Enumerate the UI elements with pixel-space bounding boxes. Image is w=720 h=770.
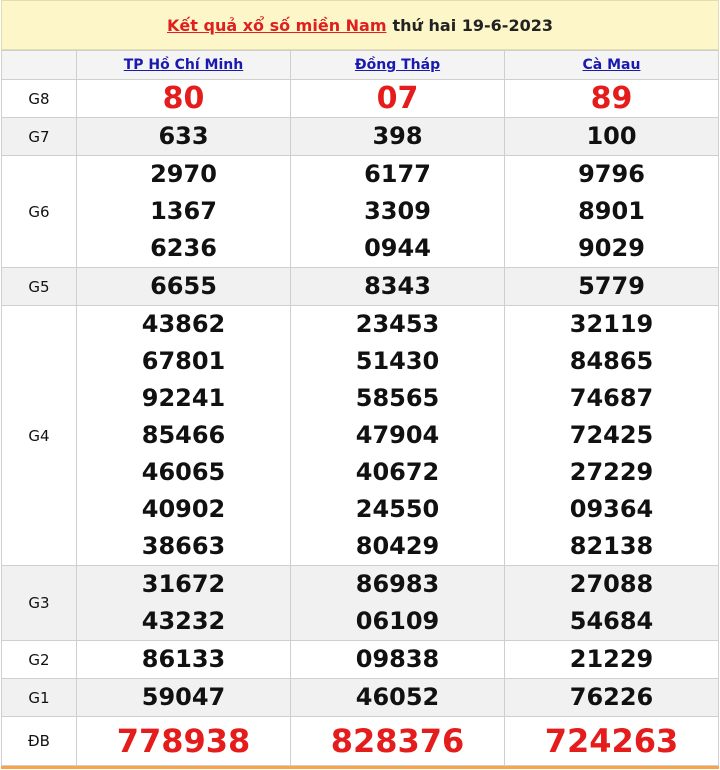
prize-number: 09364 <box>569 495 654 523</box>
results-container <box>1 0 719 766</box>
prize-number: 54684 <box>569 607 654 635</box>
prize-cell <box>77 118 291 156</box>
prize-label: ĐB <box>2 717 77 766</box>
title-date: thứ hai 19-6-2023 <box>392 15 553 35</box>
prize-number: 23453 <box>355 310 440 338</box>
prize-row-g5 <box>2 268 719 306</box>
prize-number: 9796 <box>578 160 645 188</box>
prize-cell <box>77 268 291 306</box>
prize-row-g6 <box>2 156 719 268</box>
prize-cell <box>505 118 719 156</box>
province-header <box>77 51 291 80</box>
prize-number: 09838 <box>355 645 440 673</box>
prize-label: G3 <box>2 566 77 641</box>
prize-number: 92241 <box>141 384 226 412</box>
prize-cell <box>291 156 505 268</box>
prize-number: 1367 <box>150 197 217 225</box>
page-title <box>1 0 719 50</box>
prize-cell <box>505 80 719 118</box>
prize-label: G6 <box>2 156 77 268</box>
prize-number: 72425 <box>569 421 654 449</box>
prize-number: 27088 <box>569 570 654 598</box>
prize-number: 398 <box>372 122 423 150</box>
prize-number: 3309 <box>364 197 431 225</box>
prize-number: 80429 <box>355 532 440 560</box>
prize-number: 82138 <box>569 532 654 560</box>
prize-number: 24550 <box>355 495 440 523</box>
prize-label: G4 <box>2 306 77 566</box>
prize-number: 9029 <box>578 234 645 262</box>
prize-number: 58565 <box>355 384 440 412</box>
prize-cell <box>505 268 719 306</box>
prize-number: 84865 <box>569 347 654 375</box>
title-link[interactable]: Kết quả xổ số miền Nam <box>167 15 387 35</box>
prize-number: 86983 <box>355 570 440 598</box>
prize-number: 46065 <box>141 458 226 486</box>
prize-row-g7 <box>2 118 719 156</box>
prize-number: 2970 <box>150 160 217 188</box>
prize-number: 86133 <box>141 645 226 673</box>
prize-cell <box>77 717 291 766</box>
prize-number: 89 <box>590 81 633 116</box>
prize-row-g1 <box>2 679 719 717</box>
prize-row-g8 <box>2 80 719 118</box>
prize-cell <box>505 156 719 268</box>
province-header <box>505 51 719 80</box>
bottom-divider <box>1 766 719 769</box>
prize-row-đb <box>2 717 719 766</box>
prize-number: 74687 <box>569 384 654 412</box>
prize-cell <box>291 268 505 306</box>
prize-cell <box>77 80 291 118</box>
prize-number: 0944 <box>364 234 431 262</box>
prize-cell <box>77 306 291 566</box>
province-header <box>291 51 505 80</box>
prize-number: 85466 <box>141 421 226 449</box>
prize-row-g3 <box>2 566 719 641</box>
prize-cell <box>505 717 719 766</box>
prize-number: 46052 <box>355 683 440 711</box>
prize-cell <box>291 679 505 717</box>
prize-number: 724263 <box>544 722 679 760</box>
prize-cell <box>505 641 719 679</box>
prize-number: 67801 <box>141 347 226 375</box>
prize-label: G8 <box>2 80 77 118</box>
province-link[interactable]: Cà Mau <box>582 57 641 73</box>
prize-cell <box>291 566 505 641</box>
province-link[interactable]: TP Hồ Chí Minh <box>123 57 244 73</box>
prize-row-g4 <box>2 306 719 566</box>
prize-label: G7 <box>2 118 77 156</box>
prize-label: G1 <box>2 679 77 717</box>
prize-number: 51430 <box>355 347 440 375</box>
prize-cell <box>77 641 291 679</box>
prize-number: 40672 <box>355 458 440 486</box>
prize-number: 5779 <box>578 272 645 300</box>
prize-cell <box>291 118 505 156</box>
prize-number: 80 <box>162 81 205 116</box>
prize-cell <box>505 566 719 641</box>
prize-number: 778938 <box>116 722 251 760</box>
prize-label: G5 <box>2 268 77 306</box>
prize-number: 76226 <box>569 683 654 711</box>
prize-number: 32119 <box>569 310 654 338</box>
prize-number: 06109 <box>355 607 440 635</box>
prize-number: 6655 <box>150 272 217 300</box>
prize-cell <box>291 641 505 679</box>
prize-number: 6236 <box>150 234 217 262</box>
prize-number: 31672 <box>141 570 226 598</box>
prize-number: 6177 <box>364 160 431 188</box>
prize-number: 8901 <box>578 197 645 225</box>
prize-cell <box>291 306 505 566</box>
results-table <box>1 50 719 766</box>
province-header-row <box>2 51 719 80</box>
prize-number: 27229 <box>569 458 654 486</box>
prize-number: 8343 <box>364 272 431 300</box>
prize-number: 38663 <box>141 532 226 560</box>
prize-number: 100 <box>586 122 637 150</box>
corner-cell <box>2 51 77 80</box>
prize-number: 47904 <box>355 421 440 449</box>
prize-cell <box>291 80 505 118</box>
prize-number: 40902 <box>141 495 226 523</box>
prize-rows <box>2 80 719 766</box>
prize-number: 21229 <box>569 645 654 673</box>
prize-cell <box>77 566 291 641</box>
prize-number: 59047 <box>141 683 226 711</box>
prize-cell <box>505 306 719 566</box>
prize-label: G2 <box>2 641 77 679</box>
province-link[interactable]: Đồng Tháp <box>354 57 441 73</box>
prize-number: 43862 <box>141 310 226 338</box>
prize-cell <box>77 679 291 717</box>
prize-number: 43232 <box>141 607 226 635</box>
prize-number: 633 <box>158 122 209 150</box>
prize-cell <box>77 156 291 268</box>
prize-row-g2 <box>2 641 719 679</box>
prize-number: 07 <box>376 81 419 116</box>
prize-cell <box>291 717 505 766</box>
prize-number: 828376 <box>330 722 465 760</box>
prize-cell <box>505 679 719 717</box>
